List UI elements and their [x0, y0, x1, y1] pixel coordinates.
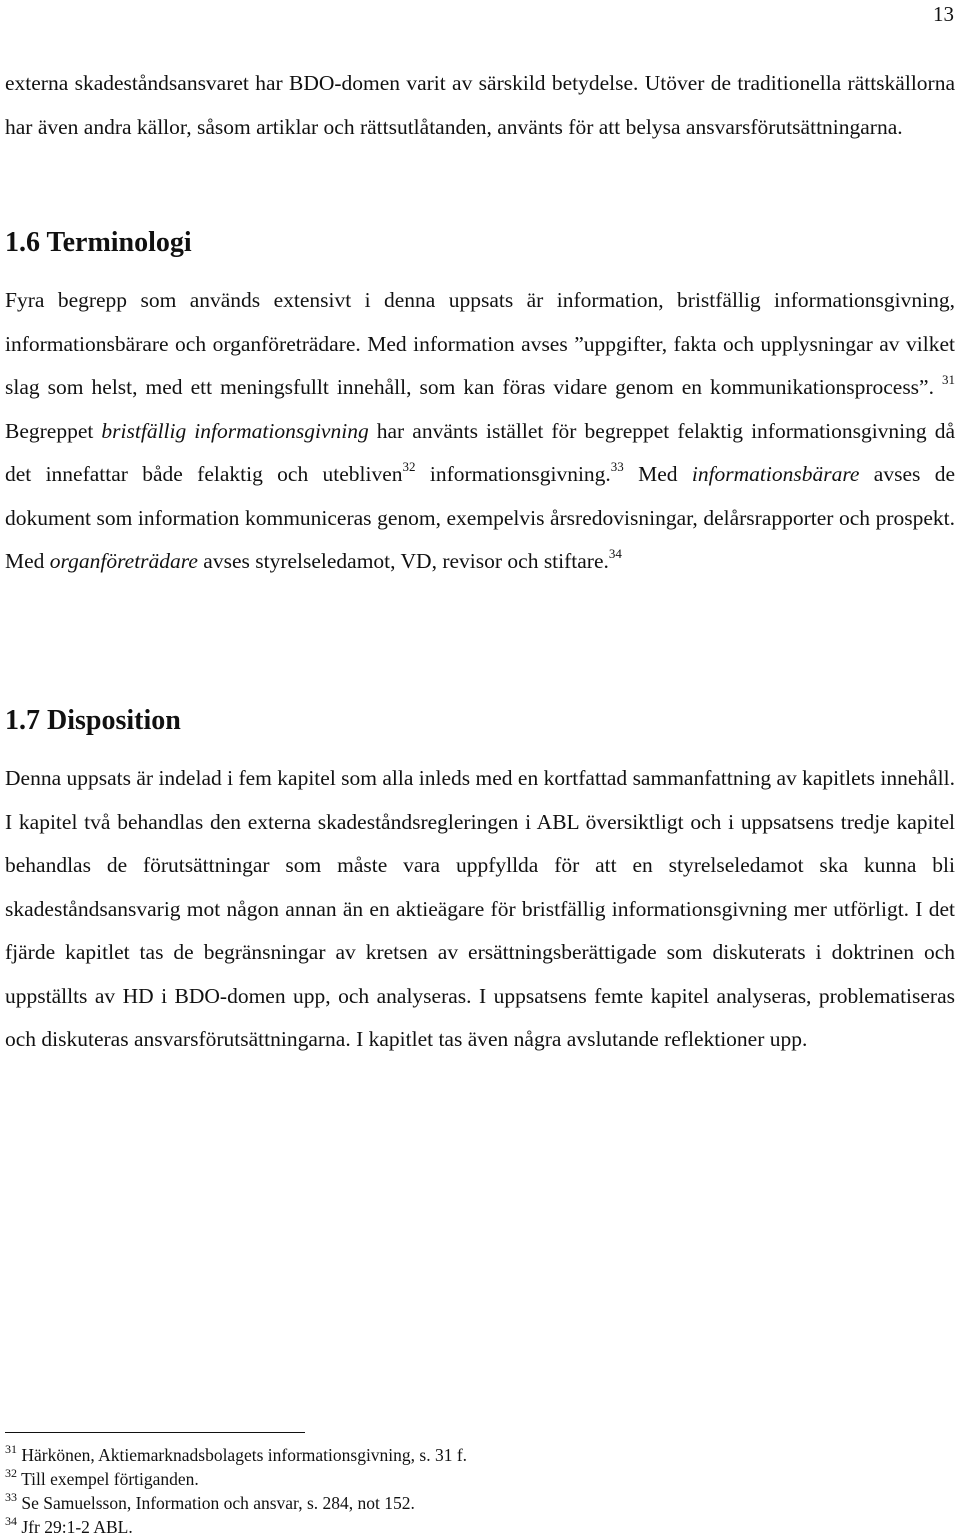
footnote-text: Till exempel förtiganden.: [21, 1469, 199, 1489]
term-informationsbarare: informationsbärare: [691, 462, 860, 486]
disposition-block: [5, 757, 955, 1062]
footnote-ref-31: 31: [942, 372, 955, 387]
footnote-number: 34: [5, 1514, 17, 1528]
footnote-33: [5, 1491, 955, 1515]
term-organforetradare: organföreträdare: [49, 549, 198, 573]
footnotes: [5, 1443, 955, 1539]
terminology-text-5: Med: [623, 462, 692, 486]
footnote-34: [5, 1515, 955, 1539]
section-heading-disposition: 1.7 Disposition: [5, 705, 181, 736]
intro-paragraph: externa skadeståndsansvaret har BDO-domen varit av särskild betydelse. Utöver de traditionella rättskällorna har även andra källor, såsom artiklar och rättsutlåtanden, använts för att belysa ansvarsförutsättningarna.: [5, 71, 955, 139]
footnote-32: [5, 1467, 955, 1491]
footnote-31: [5, 1443, 955, 1467]
footnote-ref-32: 32: [402, 459, 416, 474]
intro-block: [5, 62, 955, 149]
disposition-paragraph: Denna uppsats är indelad i fem kapitel som alla inleds med en kortfattad sammanfattning av kapitlets innehåll. I kapitel två behandlas den externa skadeståndsregleringen i ABL översiktligt och i uppsatsens tredje kapitel behandlas de förutsättningar som måste vara uppfyllda för att en styrelseledamot ska kunna bli skadeståndsansvarig mot någon annan än en aktieägare för bristfällig informationsgivning mer utförligt. I det fjärde kapitlet tas de begränsningar av kretsen av ersättningsberättigade som diskuterats i doktrinen och uppställts av HD i BDO-domen upp, och analyseras. I uppsatsens femte kapitel analyseras, problematiseras och diskuteras ansvarsförutsättningarna. I kapitlet tas även några avslutande reflektioner upp.: [5, 766, 955, 1051]
terminology-text-7: avses styrelseledamot, VD, revisor och stiftare.: [197, 549, 609, 573]
terminology-text-4: informationsgivning.: [415, 462, 611, 486]
terminology-text-2: Begreppet: [5, 418, 102, 443]
terminology-block: [5, 279, 955, 584]
footnote-ref-33: 33: [610, 459, 624, 474]
disposition-heading-block: [5, 704, 955, 738]
section-heading-terminology: 1.6 Terminologi: [5, 227, 192, 258]
terminology-heading-block: [5, 226, 955, 260]
footnote-ref-34: 34: [608, 546, 622, 561]
footnote-text: Härkönen, Aktiemarknadsbolagets informationsgivning, s. 31 f.: [21, 1445, 468, 1465]
footnote-number: 32: [5, 1466, 17, 1480]
footnote-number: 31: [5, 1442, 17, 1456]
terminology-text-6: avses de dokument som information kommuniceras genom, exempelvis årsredovisningar, delårsrapporter och prospekt. Med: [5, 462, 955, 573]
page-number: 13: [933, 2, 954, 26]
terminology-text-1: Fyra begrepp som används extensivt i denna uppsats är information, bristfällig informationsgivning, informationsbärare och organföreträdare. Med information avses ”uppgifter, fakta och upplysningar av vilket slag som helst, med ett meningsfullt innehåll, som kan föras vidare genom en kommunikationsprocess”.: [5, 288, 955, 399]
term-bristfallig: bristfällig informationsgivning: [101, 418, 369, 443]
terminology-text-3: har använts istället för begreppet felaktig informationsgivning då det innefattar både felaktig och utebliven: [5, 418, 955, 486]
footnote-number: 33: [5, 1490, 17, 1504]
footnote-text: Se Samuelsson, Information och ansvar, s. 284, not 152.: [21, 1493, 415, 1513]
terminology-paragraph: [5, 279, 955, 584]
footnote-text: Jfr 29:1-2 ABL.: [21, 1517, 133, 1537]
footnote-separator: [5, 1432, 305, 1433]
